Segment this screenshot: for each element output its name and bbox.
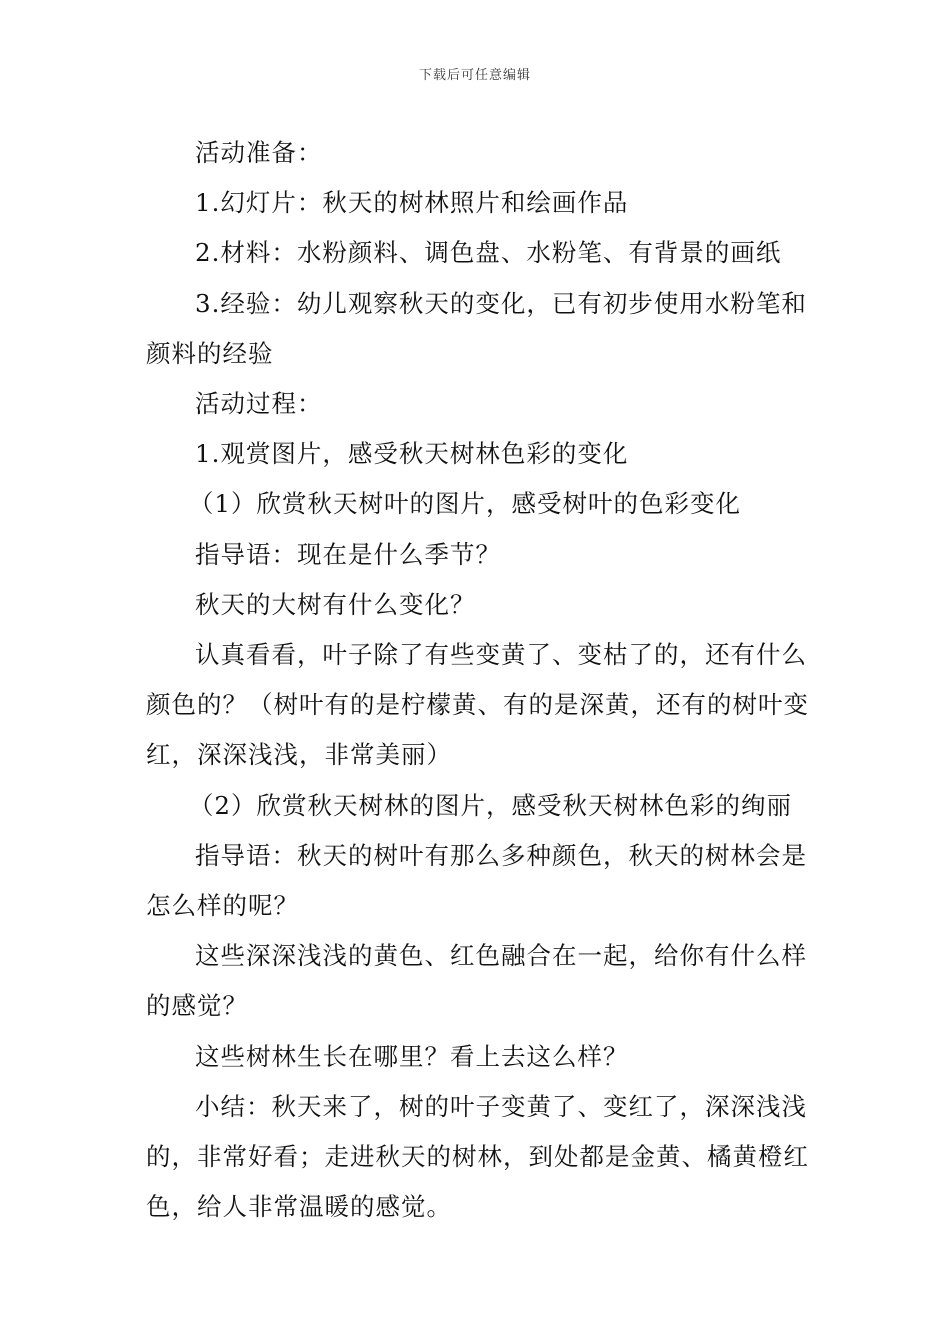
preparation-item-1: 1.幻灯片：秋天的树林照片和绘画作品 [195,188,629,218]
process-step-1: 1.观赏图片，感受秋天树林色彩的变化 [195,439,629,469]
guidance-question-4: 指导语：秋天的树叶有那么多种颜色，秋天的树林会是怎么样的呢？ [146,840,807,921]
guidance-question-1: 指导语：现在是什么季节？ [195,539,501,569]
guidance-question-6: 这些树林生长在哪里？看上去这么样？ [195,1041,629,1071]
preparation-item-2: 2.材料：水粉颜料、调色盘、水粉笔、有背景的画纸 [195,238,782,268]
summary-paragraph: 小结：秋天来了，树的叶子变黄了、变红了，深深浅浅的，非常好看；走进秋天的树林，到处都是金黄、橘黄橙红色，给人非常温暖的感觉。 [146,1091,809,1222]
guidance-question-2: 秋天的大树有什么变化？ [195,589,476,619]
process-substep-1: （1）欣赏秋天树叶的图片，感受树叶的色彩变化 [188,489,741,519]
preparation-item-3: 3.经验：幼儿观察秋天的变化，已有初步使用水粉笔和颜料的经验 [146,288,807,368]
section-heading-preparation: 活动准备： [195,138,323,167]
page-header: 下载后可任意编辑 [418,68,531,83]
guidance-question-5: 这些深深浅浅的黄色、红色融合在一起，给你有什么样的感觉？ [146,941,807,1021]
section-heading-process: 活动过程： [195,389,323,419]
document-body [146,128,812,1232]
guidance-question-3: 认真看看，叶子除了有些变黄了、变枯了的，还有什么颜色的？（树叶有的是柠檬黄、有的是深黄，还有的树叶变红，深深浅浅，非常美丽） [146,640,809,770]
process-substep-2: （2）欣赏秋天树林的图片，感受秋天树林色彩的绚丽 [188,790,792,820]
